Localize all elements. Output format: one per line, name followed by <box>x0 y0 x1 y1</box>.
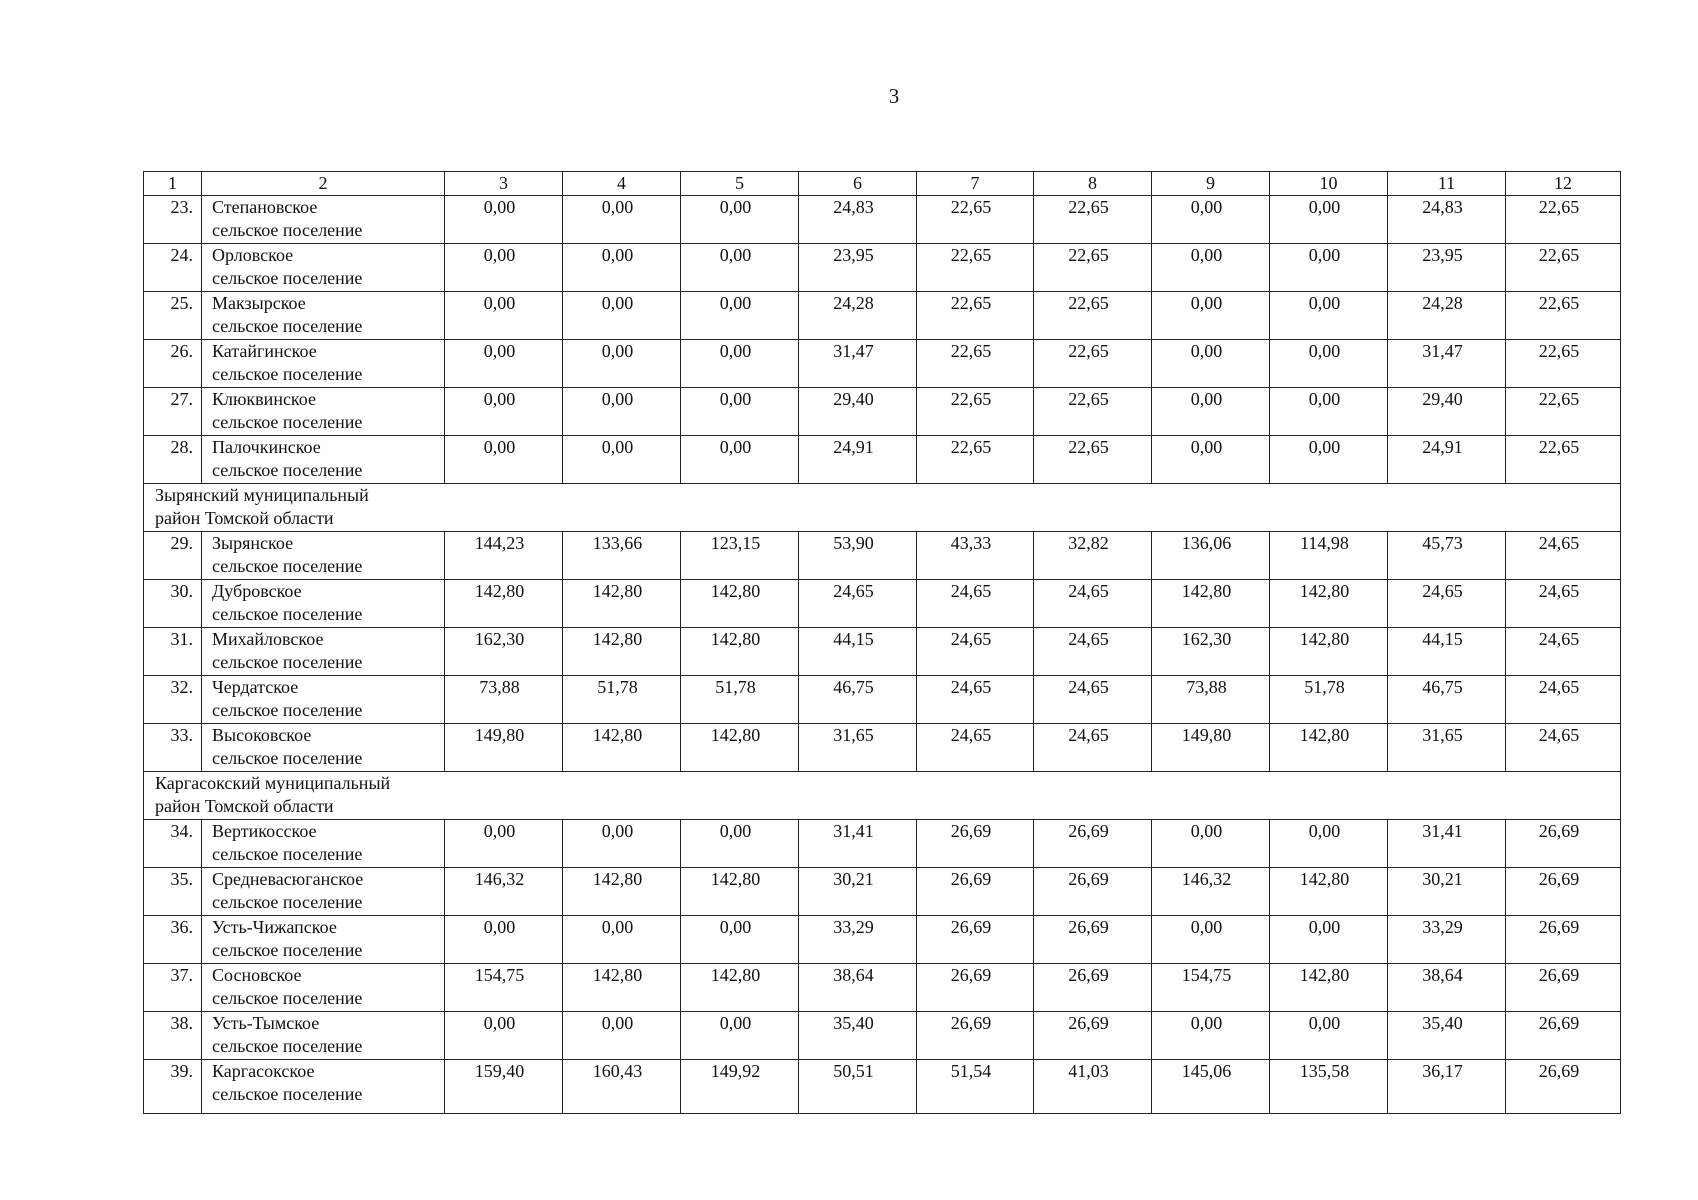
settlement-type: сельское поселение <box>212 460 363 480</box>
value-cell-col-9: 0,00 <box>1152 916 1270 964</box>
table-row <box>144 532 1621 580</box>
settlement-name-cell <box>202 1060 445 1114</box>
row-number: 28. <box>144 436 202 484</box>
settlement-name: Чердатское <box>212 677 299 697</box>
district-group-row <box>144 484 1621 532</box>
value-cell-col-8: 26,69 <box>1034 964 1152 1012</box>
column-header-8: 8 <box>1034 172 1152 196</box>
value-cell-col-8: 26,69 <box>1034 1012 1152 1060</box>
value-cell-col-3: 149,80 <box>445 724 563 772</box>
value-cell-col-9: 73,88 <box>1152 676 1270 724</box>
row-number: 27. <box>144 388 202 436</box>
value-cell-col-6: 38,64 <box>799 964 917 1012</box>
settlement-name: Палочкинское <box>212 437 321 457</box>
value-cell-col-10: 0,00 <box>1270 244 1388 292</box>
value-cell-col-8: 22,65 <box>1034 436 1152 484</box>
value-cell-col-10: 142,80 <box>1270 868 1388 916</box>
column-header-6: 6 <box>799 172 917 196</box>
value-cell-col-4: 0,00 <box>563 1012 681 1060</box>
value-cell-col-5: 0,00 <box>681 196 799 244</box>
value-cell-col-3: 0,00 <box>445 916 563 964</box>
value-cell-col-10: 142,80 <box>1270 964 1388 1012</box>
value-cell-col-9: 146,32 <box>1152 868 1270 916</box>
table-row <box>144 868 1621 916</box>
value-cell-col-11: 24,28 <box>1388 292 1506 340</box>
settlement-type: сельское поселение <box>212 604 363 624</box>
settlement-type: сельское поселение <box>212 652 363 672</box>
value-cell-col-10: 0,00 <box>1270 1012 1388 1060</box>
value-cell-col-11: 31,65 <box>1388 724 1506 772</box>
value-cell-col-9: 0,00 <box>1152 388 1270 436</box>
value-cell-col-8: 22,65 <box>1034 388 1152 436</box>
value-cell-col-4: 0,00 <box>563 388 681 436</box>
value-cell-col-10: 114,98 <box>1270 532 1388 580</box>
district-group-title <box>144 772 1621 820</box>
value-cell-col-10: 142,80 <box>1270 724 1388 772</box>
value-cell-col-4: 142,80 <box>563 628 681 676</box>
value-cell-col-8: 24,65 <box>1034 580 1152 628</box>
value-cell-col-11: 24,91 <box>1388 436 1506 484</box>
settlement-name: Катайгинское <box>212 341 317 361</box>
value-cell-col-10: 51,78 <box>1270 676 1388 724</box>
row-number: 32. <box>144 676 202 724</box>
value-cell-col-4: 142,80 <box>563 868 681 916</box>
table-row <box>144 676 1621 724</box>
row-number: 29. <box>144 532 202 580</box>
value-cell-col-11: 30,21 <box>1388 868 1506 916</box>
table-row <box>144 244 1621 292</box>
value-cell-col-7: 22,65 <box>917 436 1034 484</box>
value-cell-col-9: 0,00 <box>1152 292 1270 340</box>
settlement-type: сельское поселение <box>212 1036 363 1056</box>
settlement-type: сельское поселение <box>212 268 363 288</box>
value-cell-col-8: 22,65 <box>1034 196 1152 244</box>
settlement-type: сельское поселение <box>212 556 363 576</box>
value-cell-col-5: 51,78 <box>681 676 799 724</box>
settlement-type: сельское поселение <box>212 364 363 384</box>
value-cell-col-5: 142,80 <box>681 964 799 1012</box>
settlement-name: Клюквинское <box>212 389 316 409</box>
value-cell-col-11: 35,40 <box>1388 1012 1506 1060</box>
value-cell-col-8: 22,65 <box>1034 292 1152 340</box>
value-cell-col-8: 24,65 <box>1034 676 1152 724</box>
row-number: 24. <box>144 244 202 292</box>
value-cell-col-6: 24,83 <box>799 196 917 244</box>
value-cell-col-9: 0,00 <box>1152 340 1270 388</box>
value-cell-col-4: 0,00 <box>563 244 681 292</box>
value-cell-col-4: 0,00 <box>563 340 681 388</box>
value-cell-col-5: 149,92 <box>681 1060 799 1114</box>
value-cell-col-11: 46,75 <box>1388 676 1506 724</box>
value-cell-col-4: 0,00 <box>563 196 681 244</box>
settlement-name-cell <box>202 676 445 724</box>
value-cell-col-5: 142,80 <box>681 868 799 916</box>
value-cell-col-5: 0,00 <box>681 436 799 484</box>
table-row <box>144 628 1621 676</box>
table-row <box>144 820 1621 868</box>
value-cell-col-5: 0,00 <box>681 340 799 388</box>
value-cell-col-8: 22,65 <box>1034 340 1152 388</box>
tariff-table <box>143 171 1621 1114</box>
settlement-name-cell <box>202 628 445 676</box>
value-cell-col-11: 24,65 <box>1388 580 1506 628</box>
value-cell-col-11: 24,83 <box>1388 196 1506 244</box>
value-cell-col-6: 23,95 <box>799 244 917 292</box>
value-cell-col-3: 0,00 <box>445 340 563 388</box>
value-cell-col-3: 0,00 <box>445 292 563 340</box>
value-cell-col-12: 22,65 <box>1506 196 1621 244</box>
column-header-5: 5 <box>681 172 799 196</box>
table-row <box>144 1012 1621 1060</box>
settlement-name: Средневасюганское <box>212 869 364 889</box>
value-cell-col-3: 159,40 <box>445 1060 563 1114</box>
settlement-name: Каргасокское <box>212 1061 315 1081</box>
value-cell-col-3: 0,00 <box>445 388 563 436</box>
value-cell-col-8: 26,69 <box>1034 916 1152 964</box>
row-number: 26. <box>144 340 202 388</box>
value-cell-col-4: 51,78 <box>563 676 681 724</box>
table-row <box>144 388 1621 436</box>
settlement-name: Орловское <box>212 245 294 265</box>
value-cell-col-10: 0,00 <box>1270 820 1388 868</box>
value-cell-col-8: 24,65 <box>1034 628 1152 676</box>
value-cell-col-7: 43,33 <box>917 532 1034 580</box>
value-cell-col-4: 0,00 <box>563 916 681 964</box>
value-cell-col-9: 142,80 <box>1152 580 1270 628</box>
value-cell-col-6: 44,15 <box>799 628 917 676</box>
district-name-line-2: район Томской области <box>155 796 334 816</box>
value-cell-col-5: 0,00 <box>681 916 799 964</box>
table-row <box>144 916 1621 964</box>
value-cell-col-11: 38,64 <box>1388 964 1506 1012</box>
value-cell-col-6: 53,90 <box>799 532 917 580</box>
settlement-name-cell <box>202 724 445 772</box>
value-cell-col-4: 142,80 <box>563 580 681 628</box>
value-cell-col-4: 142,80 <box>563 724 681 772</box>
table-header-row <box>144 172 1621 196</box>
settlement-type: сельское поселение <box>212 220 363 240</box>
settlement-type: сельское поселение <box>212 700 363 720</box>
value-cell-col-6: 46,75 <box>799 676 917 724</box>
district-group-row <box>144 772 1621 820</box>
value-cell-col-12: 24,65 <box>1506 724 1621 772</box>
row-number: 37. <box>144 964 202 1012</box>
value-cell-col-6: 24,65 <box>799 580 917 628</box>
value-cell-col-7: 26,69 <box>917 820 1034 868</box>
value-cell-col-6: 24,28 <box>799 292 917 340</box>
value-cell-col-10: 0,00 <box>1270 196 1388 244</box>
value-cell-col-12: 22,65 <box>1506 388 1621 436</box>
value-cell-col-12: 24,65 <box>1506 676 1621 724</box>
value-cell-col-7: 26,69 <box>917 964 1034 1012</box>
value-cell-col-12: 24,65 <box>1506 532 1621 580</box>
column-header-2: 2 <box>202 172 445 196</box>
value-cell-col-11: 23,95 <box>1388 244 1506 292</box>
row-number: 33. <box>144 724 202 772</box>
settlement-name-cell <box>202 532 445 580</box>
value-cell-col-7: 22,65 <box>917 196 1034 244</box>
table-row <box>144 340 1621 388</box>
value-cell-col-3: 154,75 <box>445 964 563 1012</box>
value-cell-col-10: 142,80 <box>1270 580 1388 628</box>
value-cell-col-10: 0,00 <box>1270 388 1388 436</box>
value-cell-col-9: 0,00 <box>1152 244 1270 292</box>
value-cell-col-3: 0,00 <box>445 244 563 292</box>
value-cell-col-7: 22,65 <box>917 340 1034 388</box>
value-cell-col-5: 123,15 <box>681 532 799 580</box>
table-row <box>144 292 1621 340</box>
value-cell-col-7: 51,54 <box>917 1060 1034 1114</box>
row-number: 39. <box>144 1060 202 1114</box>
value-cell-col-8: 41,03 <box>1034 1060 1152 1114</box>
value-cell-col-4: 142,80 <box>563 964 681 1012</box>
settlement-name: Макзырское <box>212 293 306 313</box>
settlement-type: сельское поселение <box>212 1084 363 1104</box>
value-cell-col-9: 0,00 <box>1152 436 1270 484</box>
settlement-name-cell <box>202 820 445 868</box>
value-cell-col-7: 24,65 <box>917 676 1034 724</box>
value-cell-col-8: 26,69 <box>1034 868 1152 916</box>
row-number: 25. <box>144 292 202 340</box>
value-cell-col-7: 24,65 <box>917 580 1034 628</box>
value-cell-col-6: 30,21 <box>799 868 917 916</box>
value-cell-col-7: 22,65 <box>917 244 1034 292</box>
value-cell-col-5: 142,80 <box>681 724 799 772</box>
value-cell-col-11: 44,15 <box>1388 628 1506 676</box>
row-number: 23. <box>144 196 202 244</box>
column-header-9: 9 <box>1152 172 1270 196</box>
value-cell-col-4: 0,00 <box>563 436 681 484</box>
settlement-name-cell <box>202 244 445 292</box>
row-number: 30. <box>144 580 202 628</box>
value-cell-col-9: 154,75 <box>1152 964 1270 1012</box>
value-cell-col-12: 26,69 <box>1506 820 1621 868</box>
value-cell-col-10: 0,00 <box>1270 436 1388 484</box>
value-cell-col-5: 0,00 <box>681 820 799 868</box>
row-number: 35. <box>144 868 202 916</box>
value-cell-col-5: 142,80 <box>681 580 799 628</box>
value-cell-col-10: 0,00 <box>1270 292 1388 340</box>
value-cell-col-12: 26,69 <box>1506 1060 1621 1114</box>
value-cell-col-7: 22,65 <box>917 292 1034 340</box>
settlement-name: Усть-Чижапское <box>212 917 337 937</box>
table-row <box>144 964 1621 1012</box>
value-cell-col-7: 24,65 <box>917 628 1034 676</box>
value-cell-col-9: 0,00 <box>1152 1012 1270 1060</box>
column-header-10: 10 <box>1270 172 1388 196</box>
value-cell-col-10: 0,00 <box>1270 340 1388 388</box>
value-cell-col-6: 33,29 <box>799 916 917 964</box>
value-cell-col-6: 50,51 <box>799 1060 917 1114</box>
district-name-line-1: Зырянский муниципальный <box>155 485 369 505</box>
settlement-name: Усть-Тымское <box>212 1013 320 1033</box>
value-cell-col-10: 135,58 <box>1270 1060 1388 1114</box>
value-cell-col-9: 162,30 <box>1152 628 1270 676</box>
value-cell-col-3: 0,00 <box>445 436 563 484</box>
value-cell-col-12: 26,69 <box>1506 868 1621 916</box>
settlement-type: сельское поселение <box>212 316 363 336</box>
settlement-name-cell <box>202 340 445 388</box>
value-cell-col-12: 24,65 <box>1506 580 1621 628</box>
value-cell-col-6: 31,47 <box>799 340 917 388</box>
settlement-type: сельское поселение <box>212 844 363 864</box>
value-cell-col-11: 33,29 <box>1388 916 1506 964</box>
row-number: 34. <box>144 820 202 868</box>
value-cell-col-4: 0,00 <box>563 820 681 868</box>
value-cell-col-7: 26,69 <box>917 1012 1034 1060</box>
value-cell-col-3: 0,00 <box>445 1012 563 1060</box>
value-cell-col-5: 0,00 <box>681 1012 799 1060</box>
value-cell-col-12: 24,65 <box>1506 628 1621 676</box>
settlement-name-cell <box>202 580 445 628</box>
settlement-name: Вертикосское <box>212 821 317 841</box>
value-cell-col-12: 22,65 <box>1506 292 1621 340</box>
value-cell-col-5: 142,80 <box>681 628 799 676</box>
value-cell-col-7: 26,69 <box>917 916 1034 964</box>
row-number: 38. <box>144 1012 202 1060</box>
value-cell-col-8: 24,65 <box>1034 724 1152 772</box>
value-cell-col-7: 24,65 <box>917 724 1034 772</box>
value-cell-col-11: 45,73 <box>1388 532 1506 580</box>
value-cell-col-3: 146,32 <box>445 868 563 916</box>
column-header-11: 11 <box>1388 172 1506 196</box>
value-cell-col-6: 24,91 <box>799 436 917 484</box>
settlement-type: сельское поселение <box>212 748 363 768</box>
value-cell-col-4: 160,43 <box>563 1060 681 1114</box>
column-header-12: 12 <box>1506 172 1621 196</box>
settlement-type: сельское поселение <box>212 892 363 912</box>
value-cell-col-3: 144,23 <box>445 532 563 580</box>
value-cell-col-3: 0,00 <box>445 820 563 868</box>
value-cell-col-6: 35,40 <box>799 1012 917 1060</box>
table-row <box>144 1060 1621 1114</box>
value-cell-col-6: 31,41 <box>799 820 917 868</box>
table-row <box>144 724 1621 772</box>
page-number: 3 <box>888 84 900 108</box>
value-cell-col-11: 29,40 <box>1388 388 1506 436</box>
value-cell-col-4: 133,66 <box>563 532 681 580</box>
settlement-name: Степановское <box>212 197 318 217</box>
table-row <box>144 436 1621 484</box>
value-cell-col-12: 26,69 <box>1506 964 1621 1012</box>
settlement-name-cell <box>202 1012 445 1060</box>
row-number: 36. <box>144 916 202 964</box>
value-cell-col-8: 26,69 <box>1034 820 1152 868</box>
column-header-4: 4 <box>563 172 681 196</box>
settlement-name: Сосновское <box>212 965 302 985</box>
settlement-name-cell <box>202 292 445 340</box>
settlement-name: Дубровское <box>212 581 302 601</box>
settlement-name-cell <box>202 196 445 244</box>
value-cell-col-4: 0,00 <box>563 292 681 340</box>
value-cell-col-9: 136,06 <box>1152 532 1270 580</box>
value-cell-col-5: 0,00 <box>681 292 799 340</box>
district-name-line-1: Каргасокский муниципальный <box>155 773 391 793</box>
value-cell-col-8: 22,65 <box>1034 244 1152 292</box>
settlement-name: Михайловское <box>212 629 324 649</box>
settlement-name-cell <box>202 388 445 436</box>
settlement-type: сельское поселение <box>212 988 363 1008</box>
settlement-name-cell <box>202 964 445 1012</box>
value-cell-col-10: 142,80 <box>1270 628 1388 676</box>
settlement-type: сельское поселение <box>212 940 363 960</box>
district-name-line-2: район Томской области <box>155 508 334 528</box>
value-cell-col-11: 36,17 <box>1388 1060 1506 1114</box>
settlement-name-cell <box>202 436 445 484</box>
value-cell-col-9: 0,00 <box>1152 196 1270 244</box>
value-cell-col-10: 0,00 <box>1270 916 1388 964</box>
column-header-7: 7 <box>917 172 1034 196</box>
value-cell-col-7: 22,65 <box>917 388 1034 436</box>
row-number: 31. <box>144 628 202 676</box>
value-cell-col-12: 22,65 <box>1506 340 1621 388</box>
settlement-type: сельское поселение <box>212 412 363 432</box>
value-cell-col-11: 31,41 <box>1388 820 1506 868</box>
table-row <box>144 196 1621 244</box>
column-header-1: 1 <box>144 172 202 196</box>
value-cell-col-3: 162,30 <box>445 628 563 676</box>
table-row <box>144 580 1621 628</box>
column-header-3: 3 <box>445 172 563 196</box>
value-cell-col-3: 0,00 <box>445 196 563 244</box>
value-cell-col-12: 26,69 <box>1506 916 1621 964</box>
district-group-title <box>144 484 1621 532</box>
value-cell-col-6: 29,40 <box>799 388 917 436</box>
value-cell-col-8: 32,82 <box>1034 532 1152 580</box>
value-cell-col-3: 73,88 <box>445 676 563 724</box>
value-cell-col-12: 22,65 <box>1506 244 1621 292</box>
settlement-name: Высоковское <box>212 725 312 745</box>
settlement-name-cell <box>202 868 445 916</box>
value-cell-col-11: 31,47 <box>1388 340 1506 388</box>
value-cell-col-12: 22,65 <box>1506 436 1621 484</box>
value-cell-col-9: 145,06 <box>1152 1060 1270 1114</box>
settlement-name-cell <box>202 916 445 964</box>
value-cell-col-7: 26,69 <box>917 868 1034 916</box>
value-cell-col-3: 142,80 <box>445 580 563 628</box>
settlement-name: Зырянское <box>212 533 294 553</box>
value-cell-col-9: 149,80 <box>1152 724 1270 772</box>
value-cell-col-12: 26,69 <box>1506 1012 1621 1060</box>
value-cell-col-5: 0,00 <box>681 388 799 436</box>
value-cell-col-5: 0,00 <box>681 244 799 292</box>
value-cell-col-6: 31,65 <box>799 724 917 772</box>
value-cell-col-9: 0,00 <box>1152 820 1270 868</box>
